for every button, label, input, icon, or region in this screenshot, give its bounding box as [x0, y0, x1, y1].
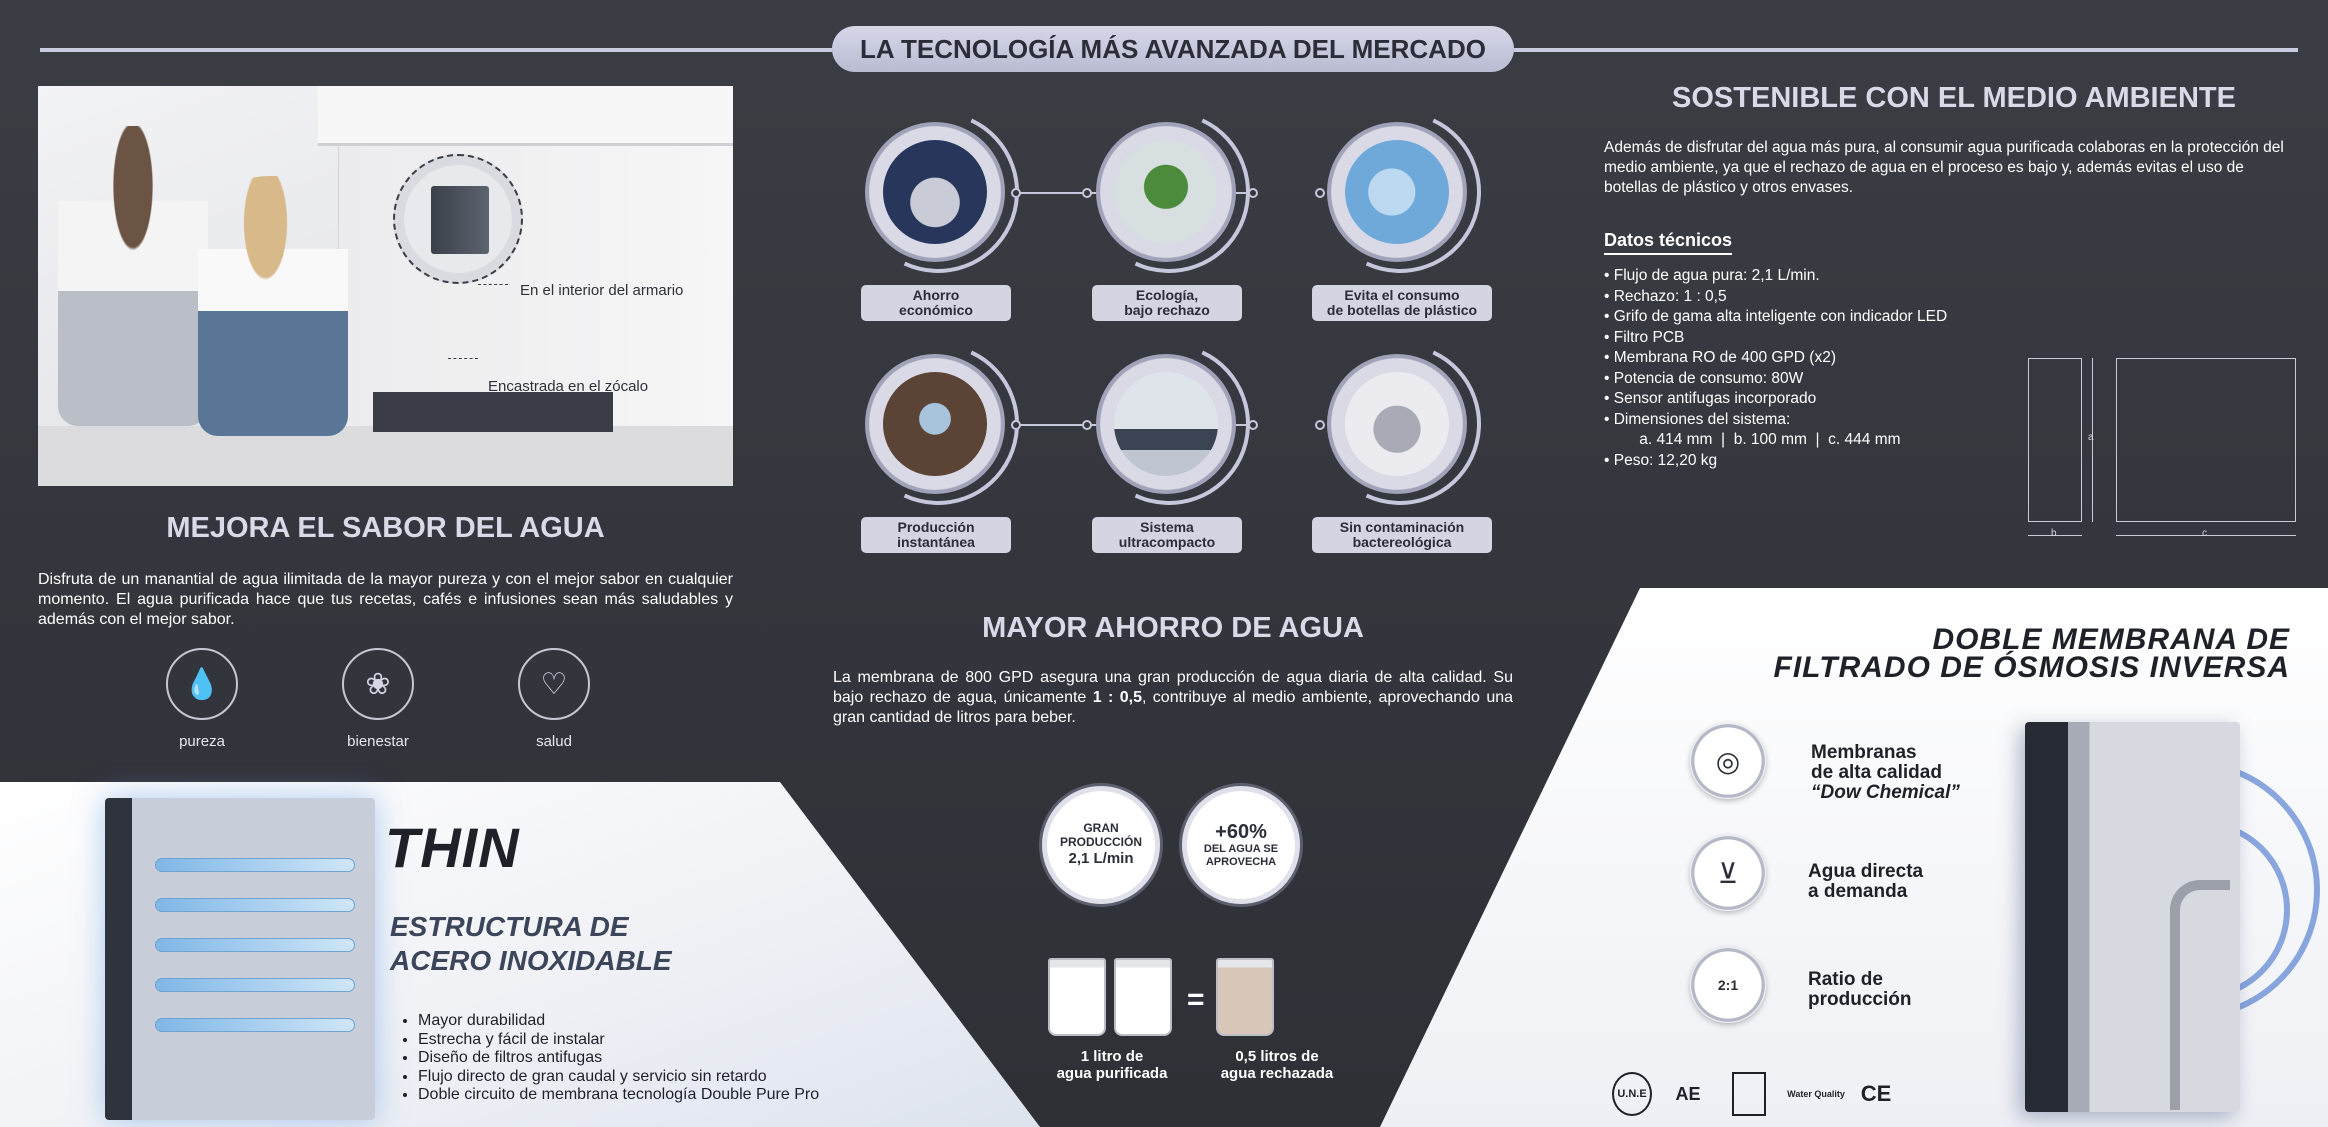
thin-title: THIN [385, 816, 520, 879]
steel-subtitle: ESTRUCTURA DE ACERO INOXIDABLE [390, 911, 672, 976]
water-drop-icon: 💧 [166, 648, 238, 720]
tech-spec-list [1604, 266, 1947, 471]
list-item: • Diseño de filtros antifugas [418, 1049, 819, 1068]
glass-caption-rejected: 0,5 litros de agua rechazada [1220, 1048, 1334, 1082]
icon-label-pureza: pureza [179, 733, 225, 750]
membrane-title: DOBLE MEMBRANA DE FILTRADO DE ÓSMOSIS INVERSA [1773, 623, 2290, 684]
header-rule-left [40, 48, 832, 52]
glass-icon [1114, 958, 1172, 1036]
feature-circle-ultracompacto [1096, 354, 1236, 494]
filter-tube [155, 978, 355, 992]
cert-ce-logo: CE [1860, 1081, 1892, 1106]
sustainable-title: SOSTENIBLE CON EL MEDIO AMBIENTE [1672, 82, 2236, 114]
spec-item: • Membrana RO de 400 GPD (x2) [1604, 349, 1836, 366]
list-item: • Mayor durabilidad [418, 1012, 819, 1031]
membrane-icon: ◎ [1690, 723, 1766, 799]
cert-ae-logo: AE [1675, 1083, 1701, 1104]
lotus-icon: ❀ [342, 648, 414, 720]
ratio-drop-icon: 2:1 [1690, 947, 1766, 1023]
woman-figure [198, 176, 348, 436]
icon-label-bienestar: bienestar [347, 733, 409, 750]
taste-text: Disfruta de un manantial de agua ilimitada de la mayor pureza y con el mejor sabor en cualquier momento. El agua purificada hace que tus recetas, cafés e infusiones sean más saludables y además con el mejor sabor. [38, 571, 733, 628]
savings-badge: +60% DEL AGUA SE APROVECHA [1182, 786, 1300, 904]
connector-dot [1082, 188, 1092, 198]
glass-caption-purified: 1 litro de agua purificada [1056, 1048, 1168, 1082]
spec-item: • Grifo de gama alta inteligente con indicador LED [1604, 308, 1948, 325]
filter-tube [155, 858, 355, 872]
list-item: • Flujo directo de gran caudal y servicio sin retardo [418, 1068, 819, 1087]
floor [38, 426, 733, 486]
connector-dot [1082, 420, 1092, 430]
label-plinth: Encastrada en el zócalo [488, 378, 649, 395]
cabinet-zoom-circle [393, 154, 523, 284]
faucet-image [2170, 880, 2230, 1110]
sustainable-text: Además de disfrutar del agua más pura, al consumir agua purificada colaboras en la protección del medio ambiente, ya que el rechazo de agua en el proceso es bajo y, además evitas el uso de botellas de plástico y otros envases. [1604, 139, 2284, 196]
dimension-side-view [2028, 358, 2082, 522]
list-item: • Doble circuito de membrana tecnología Double Pure Pro [418, 1086, 819, 1105]
man-figure [58, 126, 208, 426]
cert-water-quality-logo: Water Quality [1787, 1089, 1845, 1099]
connector-dot [1315, 188, 1325, 198]
spec-item: • Flujo de agua pura: 2,1 L/min. [1604, 267, 1820, 284]
production-badge: GRAN PRODUCCIÓN 2,1 L/min [1042, 786, 1160, 904]
feature-circle-botellas [1327, 122, 1467, 262]
feature-label-contaminacion: Sin contaminación bactereológica [1312, 517, 1492, 553]
kitchen-photo [38, 86, 733, 486]
taste-title: MEJORA EL SABOR DEL AGUA [166, 512, 605, 544]
feature-label-ecologia: Ecología, bajo rechazo [1092, 285, 1242, 321]
leader-line-plinth [448, 358, 478, 359]
saving-title: MAYOR AHORRO DE AGUA [982, 612, 1364, 644]
spec-item: • Potencia de consumo: 80W [1604, 369, 1804, 387]
membrane-item-2: Agua directa a demanda [1808, 861, 1924, 902]
membrane-item-1: Membranas de alta calidad “Dow Chemical” [1811, 742, 1960, 803]
glass-check-icon: ⊻ [1690, 835, 1766, 911]
spec-item: • Peso: 12,20 kg [1604, 451, 1718, 469]
feature-circle-ahorro [865, 122, 1005, 262]
feature-circle-ecologia [1096, 122, 1236, 262]
thin-device-image [105, 798, 375, 1120]
leader-line-cabinet [478, 284, 508, 285]
feature-label-botellas: Evita el consumo de botellas de plástico [1312, 285, 1492, 321]
label-cabinet: En el interior del armario [520, 282, 684, 299]
dimension-label-c: c [2202, 528, 2207, 539]
plinth-unit [373, 392, 613, 432]
spec-item: a. 414 mm | b. 100 mm | c. 444 mm [1622, 431, 1901, 448]
glass-icon [1216, 958, 1274, 1036]
filter-tube [155, 1018, 355, 1032]
feature-label-ultracompacto: Sistema ultracompacto [1092, 517, 1242, 553]
filter-tube [155, 898, 355, 912]
connector-dot [1248, 188, 1258, 198]
filter-tube [155, 938, 355, 952]
spec-item: • Sensor antifugas incorporado [1604, 390, 1817, 407]
feature-label-ahorro: Ahorro económico [861, 285, 1011, 321]
connector-dot [1315, 420, 1325, 430]
feature-label-produccion: Producción instantánea [861, 517, 1011, 553]
dimension-label-b: b [2051, 528, 2057, 539]
spec-item: • Filtro PCB [1604, 328, 1685, 346]
cert-badge-logo [1732, 1072, 1766, 1116]
feature-circle-produccion [865, 354, 1005, 494]
feature-circle-contaminacion [1327, 354, 1467, 494]
spec-item: • Dimensiones del sistema: [1604, 410, 1791, 428]
countertop [318, 86, 733, 146]
tech-title: Datos técnicos [1604, 230, 1732, 255]
connector-dot [1011, 188, 1021, 198]
thin-bullet-list [418, 1012, 819, 1105]
dimension-front-view [2116, 358, 2296, 522]
header-title: LA TECNOLOGÍA MÁS AVANZADA DEL MERCADO [832, 26, 1514, 72]
saving-text: La membrana de 800 GPD asegura una gran producción de agua diaria de alta calidad. Su bajo rechazo de agua, únicamente 1 : 0,5, contribuye al medio ambiente, aprovechando una gran cantidad de litros para beber. [833, 669, 1514, 726]
icon-label-salud: salud [536, 733, 572, 750]
equals-sign: = [1187, 983, 1205, 1016]
spec-item: • Rechazo: 1 : 0,5 [1604, 287, 1727, 305]
connector-dot [1248, 420, 1258, 430]
glass-icon [1048, 958, 1106, 1036]
list-item: • Estrecha y fácil de instalar [418, 1031, 819, 1050]
cert-une-logo: U.N.E [1612, 1072, 1652, 1116]
header-rule-right [1514, 48, 2298, 52]
connector-dot [1011, 420, 1021, 430]
dimension-label-a: a [2088, 432, 2094, 443]
heart-hand-icon: ♡ [518, 648, 590, 720]
membrane-item-3: Ratio de producción [1808, 969, 1912, 1010]
